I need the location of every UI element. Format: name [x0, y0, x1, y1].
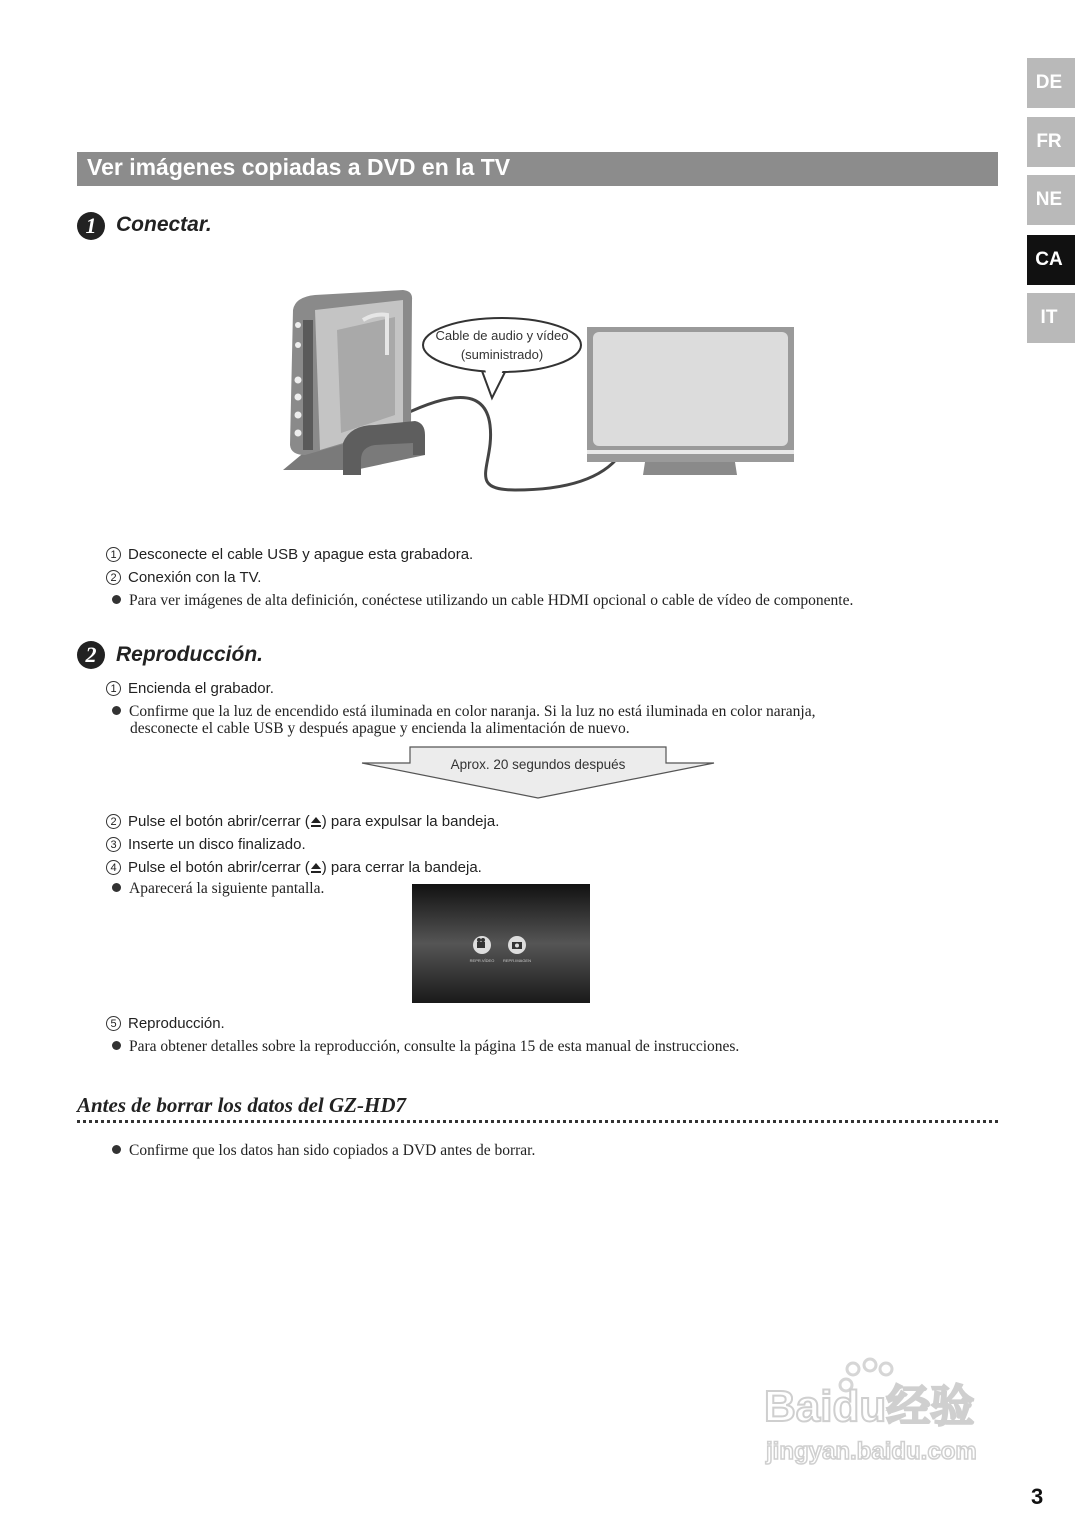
step2-note-1-line1: Confirme que la luz de encendido está iluminada en color naranja. Si la luz no está iluminada en color naranja, — [129, 703, 816, 720]
dotted-divider — [77, 1120, 998, 1123]
bullet-icon — [112, 595, 121, 604]
eject-icon — [311, 863, 321, 869]
page-title: Ver imágenes copiadas a DVD en la TV — [87, 154, 511, 180]
step1-item-1 — [106, 546, 473, 563]
bullet-icon — [112, 706, 121, 715]
cable-callout — [423, 318, 581, 398]
marker: 5 — [106, 1016, 121, 1031]
step1-note-text: Para ver imágenes de alta definición, conéctese utilizando un cable HDMI opcional o cable de vídeo de componente. — [129, 592, 854, 609]
step2-item-3 — [106, 836, 306, 853]
step2-note-3 — [112, 1038, 739, 1056]
wait-arrow-label: Aprox. 20 segundos después — [450, 757, 626, 772]
step-2-title: Reproducción. — [116, 643, 264, 666]
marker: 4 — [106, 860, 121, 875]
marker: 1 — [106, 547, 121, 562]
callout-text-line1: Cable de audio y vídeo — [435, 328, 569, 343]
step2-item-5 — [106, 1015, 225, 1032]
wait-arrow — [358, 745, 718, 801]
connection-illustration — [275, 285, 805, 500]
baidu-watermark — [760, 1355, 1015, 1475]
step1-item-2 — [106, 569, 261, 586]
step2-item-4-post: ) para cerrar la bandeja. — [321, 859, 482, 876]
television — [587, 327, 794, 475]
step-1-title: Conectar. — [116, 213, 212, 236]
section-note-text: Confirme que los datos han sido copiados a DVD antes de borrar. — [129, 1142, 536, 1159]
bullet-icon — [112, 883, 121, 892]
watermark-url: jingyan.baidu.com — [766, 1438, 977, 1465]
lang-tab-de[interactable]: DE — [1027, 58, 1075, 108]
step2-note-3-text: Para obtener detalles sobre la reproducción, consulte la página 15 de esta manual de instrucciones. — [129, 1038, 740, 1055]
video-playback-icon — [473, 936, 491, 954]
bullet-icon — [112, 1041, 121, 1050]
step-1-number: 1 — [77, 212, 105, 240]
step1-item-1-text: Desconecte el cable USB y apague esta grabadora. — [128, 546, 474, 563]
playback-menu-screen — [412, 884, 590, 1003]
lang-tab-fr[interactable]: FR — [1027, 117, 1075, 167]
marker: 1 — [106, 681, 121, 696]
step2-item-5-text: Reproducción. — [128, 1015, 225, 1032]
step2-item-2-post: ) para expulsar la bandeja. — [321, 813, 500, 830]
page-number: 3 — [1031, 1484, 1044, 1509]
step2-note-1 — [112, 703, 816, 721]
section-title-bar — [77, 152, 998, 186]
marker: 2 — [106, 814, 121, 829]
callout-text-line2: (suministrado) — [460, 347, 544, 362]
step1-note — [112, 592, 853, 610]
step2-item-2 — [106, 813, 499, 830]
lang-tab-it[interactable]: IT — [1027, 293, 1075, 343]
step1-item-2-text: Conexión con la TV. — [128, 569, 262, 586]
step-2-number: 2 — [77, 641, 105, 669]
step2-item-1 — [106, 680, 274, 697]
step2-item-4 — [106, 859, 482, 876]
step2-item-4-pre: Pulse el botón abrir/cerrar ( — [128, 859, 310, 876]
step2-note-2 — [112, 880, 324, 898]
eject-icon — [311, 817, 321, 823]
marker: 2 — [106, 570, 121, 585]
marker: 3 — [106, 837, 121, 852]
step2-item-3-text: Inserte un disco finalizado. — [128, 836, 306, 853]
section-heading: Antes de borrar los datos del GZ-HD7 — [77, 1093, 407, 1117]
image-playback-icon — [508, 936, 526, 954]
section-note — [112, 1142, 535, 1160]
step2-note-1-line2: desconecte el cable USB y después apague y encienda la alimentación de nuevo. — [130, 720, 630, 737]
screen-label-image: REPR.IMAGEN — [502, 958, 532, 963]
screen-label-video: REPR.VÍDEO — [469, 958, 495, 963]
step2-item-2-pre: Pulse el botón abrir/cerrar ( — [128, 813, 310, 830]
watermark-brand: Baidu经验 — [764, 1382, 975, 1431]
lang-tab-ca[interactable]: CA — [1027, 235, 1075, 285]
step2-note-2-text: Aparecerá la siguiente pantalla. — [129, 880, 325, 897]
bullet-icon — [112, 1145, 121, 1154]
lang-tab-ne[interactable]: NE — [1027, 175, 1075, 225]
step2-item-1-text: Encienda el grabador. — [128, 680, 274, 697]
